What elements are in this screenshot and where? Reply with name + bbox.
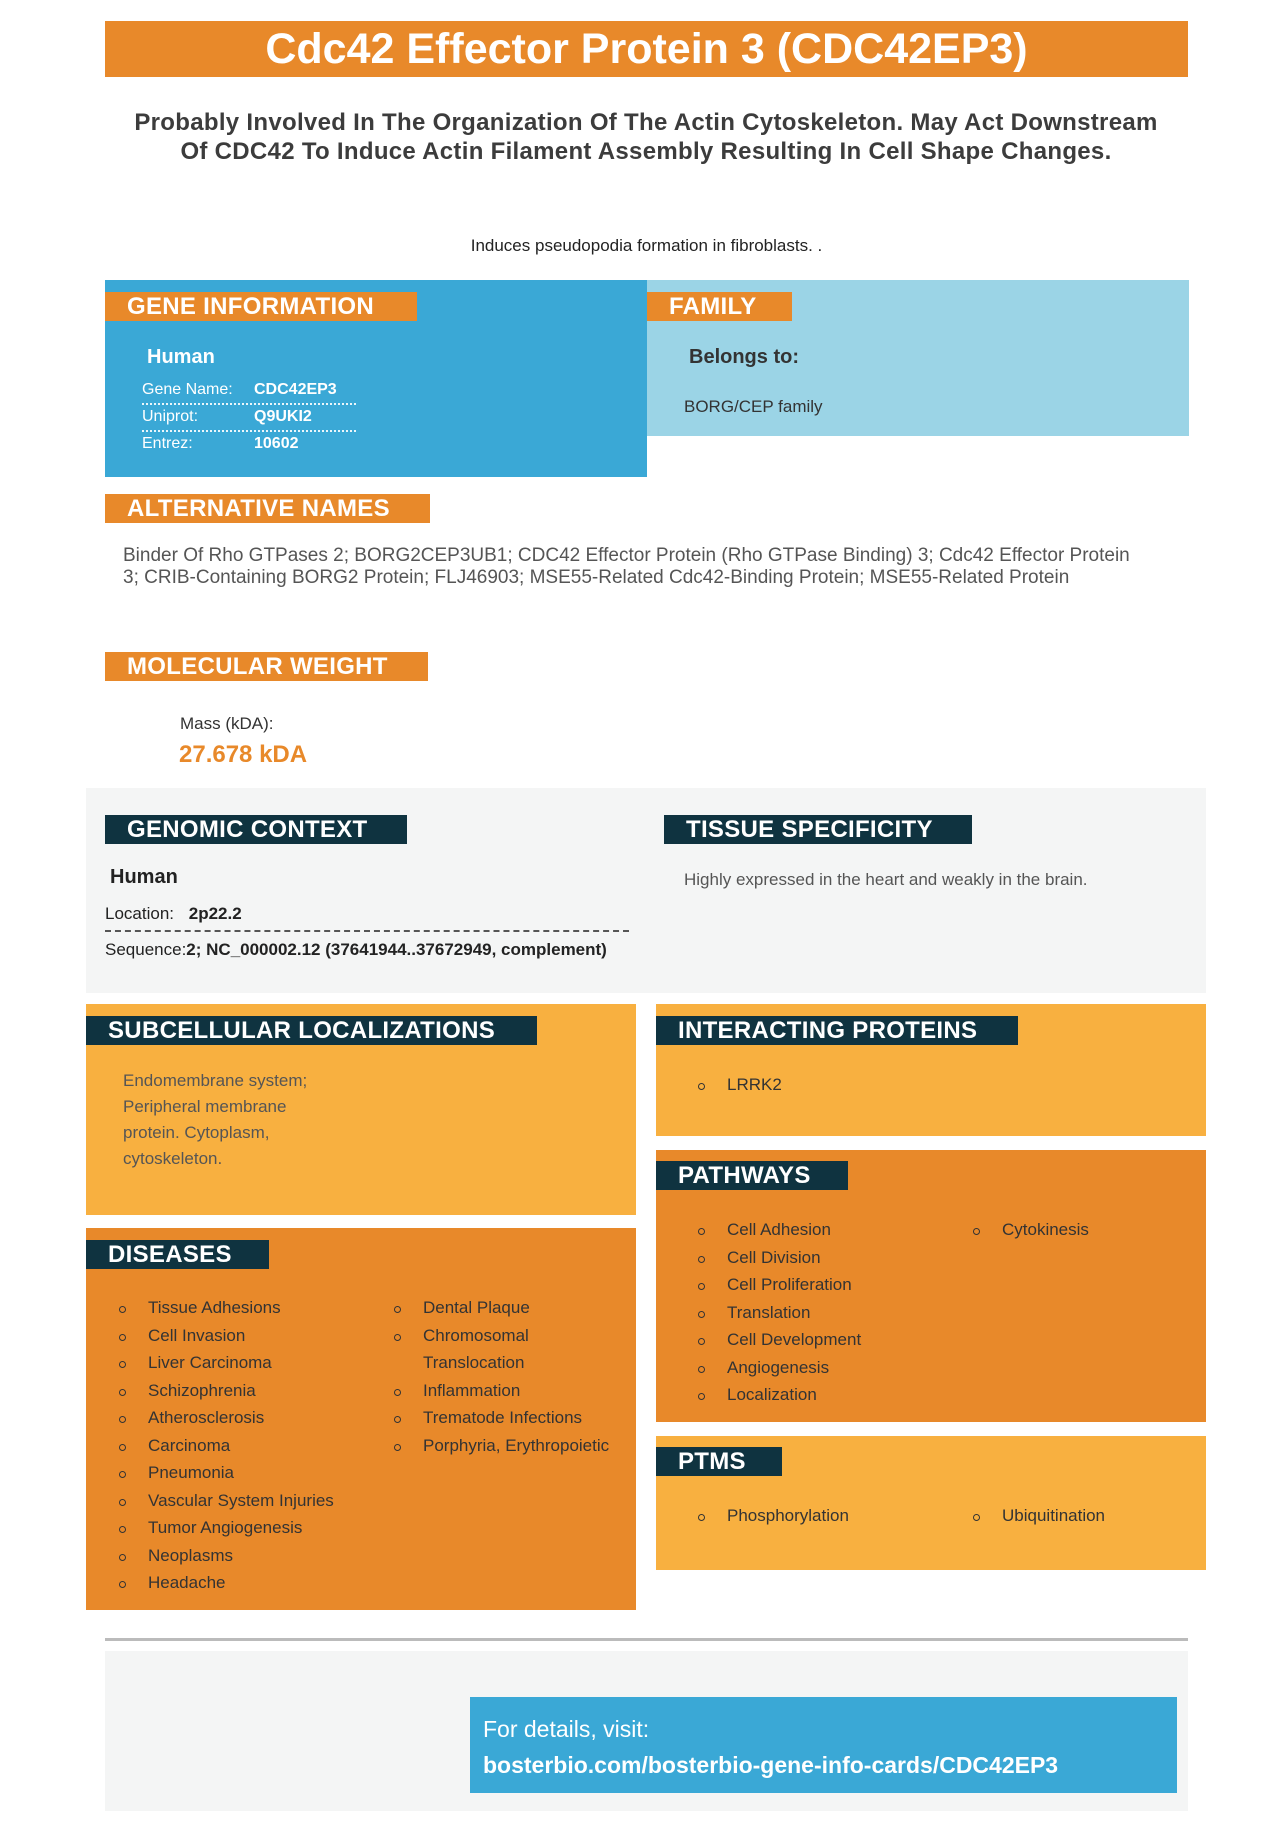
gene-species: Human (147, 346, 215, 368)
list-item: Porphyria, Erythropoietic (391, 1432, 631, 1460)
interacting-proteins-list (695, 1071, 782, 1099)
list-item: Headache (116, 1569, 334, 1597)
uniprot-row (142, 404, 356, 432)
list-item: Chromosomal Translocation (391, 1322, 561, 1377)
list-item: Phosphorylation (695, 1502, 849, 1530)
list-item: Tumor Angiogenesis (116, 1514, 334, 1542)
subcellular-text: Endomembrane system; Peripheral membrane protein. Cytoplasm, cytoskeleton. (123, 1071, 308, 1168)
gene-name-label: Gene Name: (142, 381, 233, 398)
list-item: Neoplasms (116, 1542, 334, 1570)
details-link-box[interactable] (470, 1697, 1177, 1793)
list-item: Atherosclerosis (116, 1404, 334, 1432)
mass-value: 27.678 kDA (179, 741, 308, 768)
uniprot-label: Uniprot: (142, 408, 199, 425)
details-link[interactable]: bosterbio.com/bosterbio-gene-info-cards/CDC42EP3 (483, 1752, 1059, 1778)
diseases-list-col1 (116, 1294, 334, 1597)
mass-label: Mass (kDA): (180, 714, 274, 733)
pathways-list-col1 (695, 1216, 861, 1409)
family-value: BORG/CEP family (684, 397, 823, 416)
entrez-row (142, 431, 356, 459)
list-item: Cytokinesis (970, 1216, 1089, 1244)
list-item: Cell Proliferation (695, 1271, 861, 1299)
alternative-names-text: Binder Of Rho GTPases 2; BORG2CEP3UB1; CDC42 Effector Protein (Rho GTPase Binding) 3; Cdc42 Effector Protein 3; CRIB-Containing BORG2 Protein; FLJ46903; MSE55-Related Cdc42-Binding Protein; MSE55-Related Protein (123, 545, 1130, 588)
entrez-value: 10602 (254, 435, 299, 452)
ptms-heading: PTMS (656, 1447, 782, 1476)
location-value: 2p22.2 (188, 904, 242, 923)
list-item: Carcinoma (116, 1432, 334, 1460)
interacting-proteins-heading: INTERACTING PROTEINS (656, 1016, 1018, 1045)
list-item: Vascular System Injuries (116, 1487, 334, 1515)
list-item: Cell Division (695, 1244, 861, 1272)
family-belongs-label: Belongs to: (689, 346, 799, 368)
footer-divider (105, 1638, 1188, 1641)
list-item: Cell Development (695, 1326, 861, 1354)
sequence-value: 2; NC_000002.12 (37641944..37672949, complement) (186, 940, 607, 959)
list-item: Angiogenesis (695, 1354, 861, 1382)
ptms-list-col1 (695, 1502, 849, 1530)
list-item: Schizophrenia (116, 1377, 334, 1405)
list-item: Cell Adhesion (695, 1216, 861, 1244)
list-item: Cell Invasion (116, 1322, 334, 1350)
list-item: Inflammation (391, 1377, 631, 1405)
genomic-species: Human (110, 866, 178, 888)
list-item: Tissue Adhesions (116, 1294, 334, 1322)
pathways-list-col2 (970, 1216, 1089, 1244)
list-item: Ubiquitination (970, 1502, 1105, 1530)
location-label: Location: (105, 904, 174, 923)
details-label: For details, visit: (483, 1716, 650, 1742)
diseases-list-col2 (391, 1294, 631, 1459)
list-item: Dental Plaque (391, 1294, 631, 1322)
gene-name-value: CDC42EP3 (254, 381, 337, 398)
pathways-heading: PATHWAYS (656, 1161, 848, 1190)
location-row (105, 904, 629, 932)
entrez-label: Entrez: (142, 435, 193, 452)
list-item: Localization (695, 1381, 861, 1409)
list-item: LRRK2 (695, 1071, 782, 1099)
tissue-specificity-text: Highly expressed in the heart and weakly in the brain. (684, 870, 1088, 889)
page-title: Cdc42 Effector Protein 3 (CDC42EP3) (105, 21, 1188, 77)
list-item: Liver Carcinoma (116, 1349, 334, 1377)
list-item: Trematode Infections (391, 1404, 631, 1432)
subcellular-heading: SUBCELLULAR LOCALIZATIONS (86, 1016, 537, 1045)
family-heading: FAMILY (647, 292, 792, 321)
genomic-context-heading: GENOMIC CONTEXT (105, 815, 407, 844)
gene-name-row (142, 377, 356, 405)
uniprot-value: Q9UKI2 (254, 408, 312, 425)
diseases-heading: DISEASES (86, 1240, 269, 1269)
ptms-list-col2 (970, 1502, 1105, 1530)
gene-information-heading: GENE INFORMATION (105, 292, 417, 321)
sequence-label: Sequence: (105, 940, 187, 959)
tissue-specificity-heading: TISSUE SPECIFICITY (664, 815, 972, 844)
list-item: Translation (695, 1299, 861, 1327)
molecular-weight-heading: MOLECULAR WEIGHT (105, 652, 428, 681)
function-text: Induces pseudopodia formation in fibroblasts. . (470, 236, 823, 255)
sequence-row (105, 940, 607, 960)
list-item: Pneumonia (116, 1459, 334, 1487)
protein-summary: Probably Involved In The Organization Of The Actin Cytoskeleton. May Act Downstream Of CDC42 To Induce Actin Filament Assembly Resulting In Cell Shape Changes. (134, 109, 1158, 165)
alternative-names-heading: ALTERNATIVE NAMES (105, 494, 430, 523)
